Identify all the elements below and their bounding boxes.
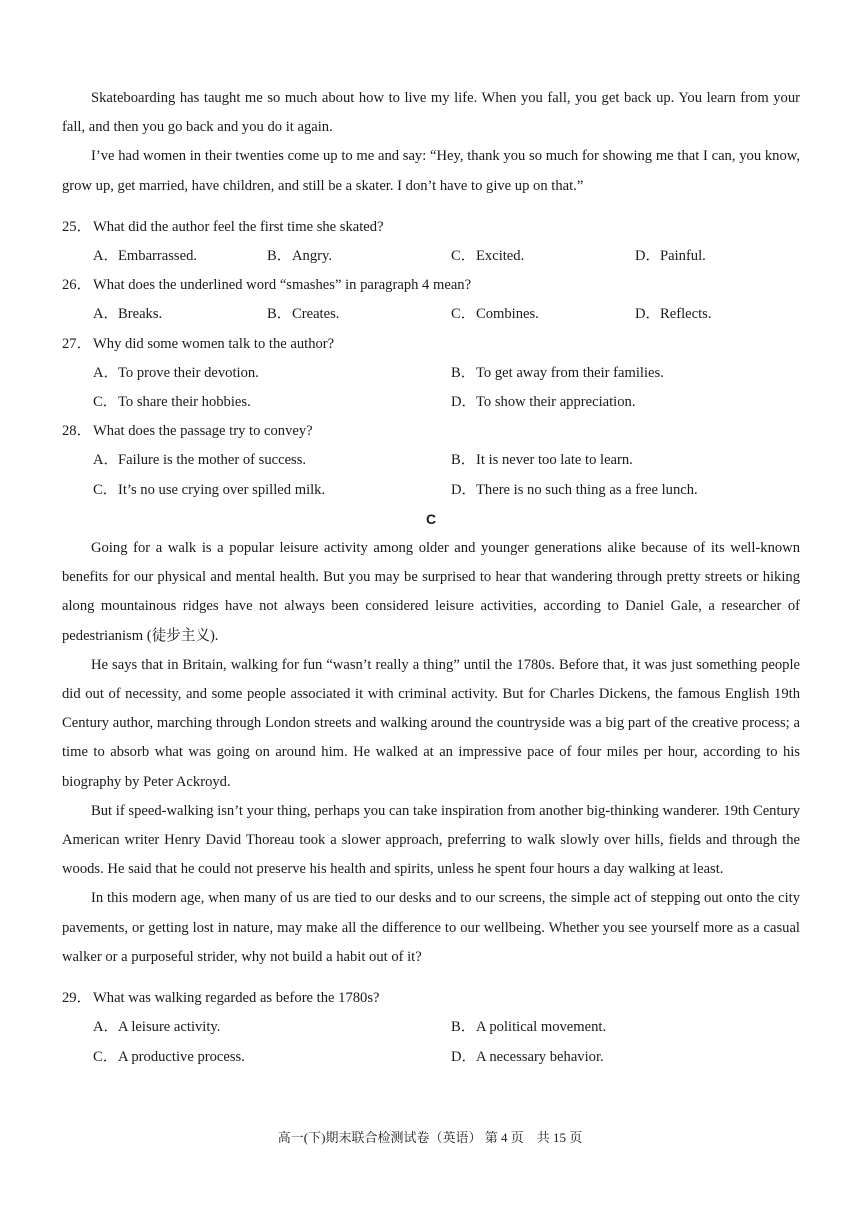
- question-number: 25．: [62, 218, 92, 235]
- option-b: B．It is never too late to learn.: [451, 452, 633, 469]
- options-row: [62, 359, 800, 388]
- option-d: D．A necessary behavior.: [451, 1048, 604, 1065]
- paragraph: He says that in Britain, walking for fun “wasn’t really a thing” until the 1780s. Before that, it was just something people did out of necessity, and some people associated it with criminal activity. But for Charles Dickens, the famous English 19th Century author, marching through London streets and walking around the countryside was a big part of the creative process; a time to absorb what was going on around him. He walked at an impressive pace of four miles per hour, according to his biography by Peter Ackroyd.: [62, 656, 800, 790]
- option-d: D．Painful.: [635, 248, 706, 265]
- paragraph: Skateboarding has taught me so much about how to live my life. When you fall, you get back up. You learn from your fall, and then you go back and you do it again.: [62, 90, 800, 136]
- question-25: [62, 213, 800, 271]
- exam-page: [62, 84, 800, 1072]
- option-d: D．There is no such thing as a free lunch.: [451, 481, 698, 498]
- paragraph: In this modern age, when many of us are tied to our desks and to our screens, the simple act of stepping out onto the city pavements, or getting lost in nature, may make all the difference to our wellbeing. Whether you see yourself more as a casual walker or a purposeful strider, why not build a habit out of it?: [62, 890, 800, 965]
- option-c: C．Combines.: [451, 306, 539, 323]
- question-27: [62, 330, 800, 418]
- option-b: B．Angry.: [267, 248, 332, 265]
- option-d: D．Reflects.: [635, 306, 712, 323]
- option-a: A．Breaks.: [93, 306, 163, 323]
- options-row: [62, 476, 800, 505]
- question-number: 28．: [62, 423, 92, 440]
- passage-c: [62, 505, 800, 972]
- option-a: A．Failure is the mother of success.: [93, 452, 307, 469]
- options-row: [62, 1043, 800, 1072]
- question-stem: What was walking regarded as before the 1780s?: [93, 990, 380, 1007]
- option-c: C．To share their hobbies.: [93, 394, 251, 411]
- paragraph: I’ve had women in their twenties come up to me and say: “Hey, thank you so much for showing me that I can, you know, grow up, get married, have children, and still be a skater. I don’t have to give up on that.”: [62, 148, 800, 194]
- option-c: C．Excited.: [451, 248, 525, 265]
- section-title: C: [425, 510, 437, 527]
- question-number: 26．: [62, 277, 92, 294]
- question-29: [62, 984, 800, 1072]
- question-stem: Why did some women talk to the author?: [93, 335, 335, 352]
- option-b: B．To get away from their families.: [451, 364, 664, 381]
- question-stem: What does the underlined word “smashes” in paragraph 4 mean?: [93, 277, 472, 294]
- options-row: [62, 446, 800, 475]
- page-footer: 高一(下)期末联合检测试卷（英语） 第 4 页 共 15 页: [277, 1130, 583, 1145]
- option-a: A．To prove their devotion.: [93, 364, 259, 381]
- options-row: [62, 388, 800, 417]
- question-stem: What did the author feel the first time she skated?: [93, 218, 384, 235]
- option-b: B．A political movement.: [451, 1019, 607, 1036]
- option-d: D．To show their appreciation.: [451, 394, 636, 411]
- options-row: [62, 242, 800, 271]
- paragraph: But if speed-walking isn’t your thing, perhaps you can take inspiration from another big-thinking wanderer. 19th Century American writer Henry David Thoreau took a slower approach, preferring to walk slowly over hills, fields and through the woods. He said that he could not preserve his health and spirits, unless he spent four hours a day walking at least.: [62, 802, 800, 878]
- question-number: 27．: [62, 335, 92, 352]
- option-c: C．It’s no use crying over spilled milk.: [93, 481, 326, 498]
- option-a: A．Embarrassed.: [93, 248, 198, 265]
- passage-b-tail: [62, 84, 800, 201]
- question-26: [62, 271, 800, 329]
- options-row: [62, 1013, 800, 1042]
- options-row: [62, 300, 800, 329]
- option-c: C．A productive process.: [93, 1048, 245, 1065]
- paragraph: Going for a walk is a popular leisure activity among older and younger generations alike because of its well-known benefits for our physical and mental health. But you may be surprised to hear that wandering through pretty streets or hiking along mountainous ridges have not always been considered leisure activities, according to Daniel Gale, a researcher of pedestrianism (徒步主义).: [62, 540, 800, 644]
- option-b: B．Creates.: [267, 306, 340, 323]
- question-28: [62, 417, 800, 505]
- question-stem: What does the passage try to convey?: [93, 423, 313, 440]
- questions-c: [62, 984, 800, 1072]
- question-number: 29．: [62, 990, 92, 1007]
- option-a: A．A leisure activity.: [93, 1019, 221, 1036]
- questions-b: [62, 213, 800, 505]
